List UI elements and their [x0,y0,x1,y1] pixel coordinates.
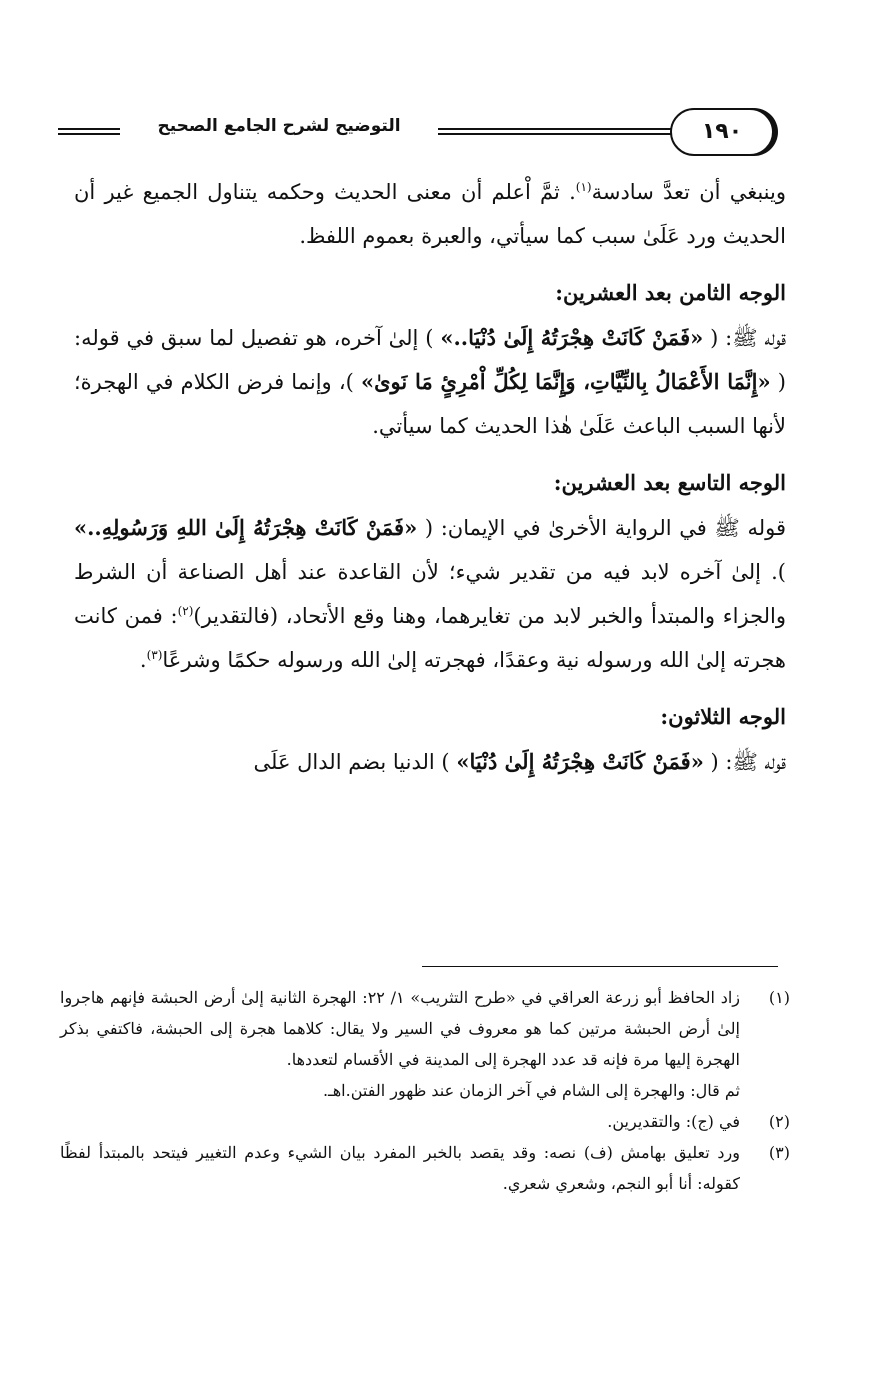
footnote-number: (١) [768,988,790,1007]
hadith-quote: «إِنَّمَا الأَعْمَالُ بِالنِّيَّاتِ، وَإِنَّمَا لِكُلِّ اْمْرِئٍ مَا نَوىٰ» [360,369,771,394]
hadith-quote: «فَمَنْ كَانَتْ هِجْرَتُهُ إِلَىٰ دُنْيَا» [456,749,704,774]
paragraph-1: وينبغي أن تعدَّ سادسة$^{(١)}$. ثمَّ اْعلم أن معنى الحديث وحكمه يتناول الجميع غير أن الحديث ورد عَلَىٰ سبب كما سيأتي، والعبرة بعموم اللفظ. [74,180,786,248]
footnote-ref-1: (١) [575,180,592,194]
paragraph-2: قوله ﷺ: ( «فَمَنْ كَانَتْ هِجْرَتُهُ إِلَىٰ دُنْيَا..» ) إلىٰ آخره، هو تفصيل لما سبق في قوله: ( «إِنَّمَا الأَعْمَالُ بِالنِّيَّاتِ، وَإِنَّمَا لِكُلِّ اْمْرِئٍ مَا نَوىٰ» )، وإنما فرض الكلام في الهجرة؛ لأنها السبب الباعث عَلَىٰ هٰذا الحديث كما سيأتي. [74,325,786,438]
hadith-quote: «فَمَنْ كَانَتْ هِجْرَتُهُ إِلَىٰ اللهِ وَرَسُولِهِ..» [74,515,418,540]
section-heading-29: الوجه التاسع بعد العشرين: [553,470,786,495]
footnote-1 [60,982,790,1106]
footnote-3 [60,1137,790,1199]
footnotes [60,982,790,1199]
footnote-2 [60,1106,790,1137]
main-text [74,170,786,784]
hadith-quote: «فَمَنْ كَانَتْ هِجْرَتُهُ إِلَىٰ دُنْيَا..» [440,325,704,350]
page-header [58,108,778,156]
footnote-text: ثم قال: والهجرة إلى الشام في آخر الزمان عند ظهور الفتن.اهـ. [322,1081,740,1100]
footnote-separator [422,966,778,967]
paragraph-4: قوله ﷺ: ( «فَمَنْ كَانَتْ هِجْرَتُهُ إِلَىٰ دُنْيَا» ) الدنيا بضم الدال عَلَى [253,749,786,774]
footnote-number: (٢) [768,1112,790,1131]
footnote-text: زاد الحافظ أبو زرعة العراقي في «طرح التثريب» ١/ ٢٢: الهجرة الثانية إلىٰ أرض الحبشة فإنهم هاجروا إلىٰ أرض الحبشة مرتين كما هو معروف في السير ولا يقال: كلاهما هجرة إلى الحبشة، فاكتفي بذكر الهجرة إليها مرة فإنه قد عدد الهجرة إلى المدينة في الأقسام لتعددها. [60,988,740,1069]
footnote-ref-3: (٣) [146,648,163,662]
paragraph-3: قوله ﷺ في الرواية الأخرىٰ في الإيمان: ( «فَمَنْ كَانَتْ هِجْرَتُهُ إِلَىٰ اللهِ وَرَسُولِهِ..» ). إلىٰ آخره لابد فيه من تقدير شيء؛ لأن القاعدة عند أهل الصناعة أن الشرط والجزاء والمبتدأ والخبر لابد من تغايرهما، وهنا وقع الأتحاد، (فالتقدير)$^{(٢)}$: فمن كانت هجرته إلىٰ الله ورسوله نية وعقدًا، فهجرته إلىٰ الله ورسوله حكمًا وشرعًا$^{(٣)}$. [74,515,786,672]
footnote-text: ورد تعليق بهامش (ف) نصه: وقد يقصد بالخبر المفرد بيان الشيء وعدم التغيير فيتحد بالمبتدأ لفظًا كقوله: أنا أبو النجم، وشعري شعري. [60,1143,741,1193]
footnote-ref-2: (٢) [177,604,194,618]
running-title: التوضيح لشرح الجامع الصحيح [157,116,401,136]
header-rule-left [58,128,120,138]
footnote-text: في (ج): والتقديرين. [607,1112,740,1131]
footnote-number: (٣) [768,1143,790,1162]
page-number: ١٩٠ [670,108,774,156]
section-heading-30: الوجه الثلاثون: [660,704,786,729]
section-heading-28: الوجه الثامن بعد العشرين: [555,280,786,305]
